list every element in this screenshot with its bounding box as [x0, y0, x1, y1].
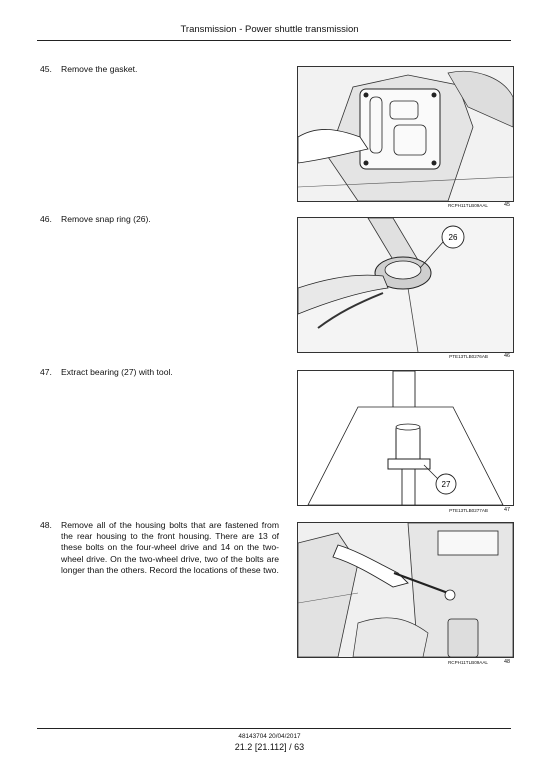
- step-number: 48.: [40, 520, 52, 530]
- figure-46-snap-ring: [297, 217, 514, 353]
- footer-page-number: 21.2 [21.112] / 63: [234, 742, 305, 752]
- page-header-title: Transmission - Power shuttle transmission: [180, 24, 359, 35]
- callout-26: 26: [448, 233, 458, 242]
- figure-number: 48: [504, 659, 510, 665]
- footer-divider: [37, 728, 511, 729]
- step-number: 47.: [40, 367, 52, 377]
- step-text: Extract bearing (27) with tool.: [61, 367, 173, 377]
- figure-number: 47: [504, 507, 510, 513]
- step-number: 46.: [40, 214, 52, 224]
- figure-47-extract-bearing: [297, 370, 514, 506]
- figure-45-remove-gasket: [297, 66, 514, 202]
- step-number: 45.: [40, 64, 52, 74]
- step-text: Remove the gasket.: [61, 64, 138, 74]
- figure-code: PTE13TLB0277AB: [449, 508, 488, 513]
- header-divider: [37, 40, 511, 41]
- figure-number: 46: [504, 353, 510, 359]
- figure-code: RCPH11TLB09AAL: [447, 660, 488, 665]
- figure-number: 45: [504, 202, 510, 208]
- footer-doc-id: 48143704 20/04/2017: [238, 733, 301, 740]
- callout-27: 27: [441, 480, 451, 489]
- figure-48-housing-bolts: [297, 522, 514, 658]
- step-text: Remove all of the housing bolts that are fastened from the rear housing to the front housing. There are 13 of these bolts on the four-wheel drive and 14 on the two-wheel drive. On the two-wheel drive, two of the bolts are longer than the others. Record the locations of these two.: [61, 520, 279, 575]
- step-text: Remove snap ring (26).: [61, 214, 151, 224]
- figure-code: PTE13TLB0276AB: [449, 354, 488, 359]
- figure-code: RCPH11TLB09AAL: [447, 203, 488, 208]
